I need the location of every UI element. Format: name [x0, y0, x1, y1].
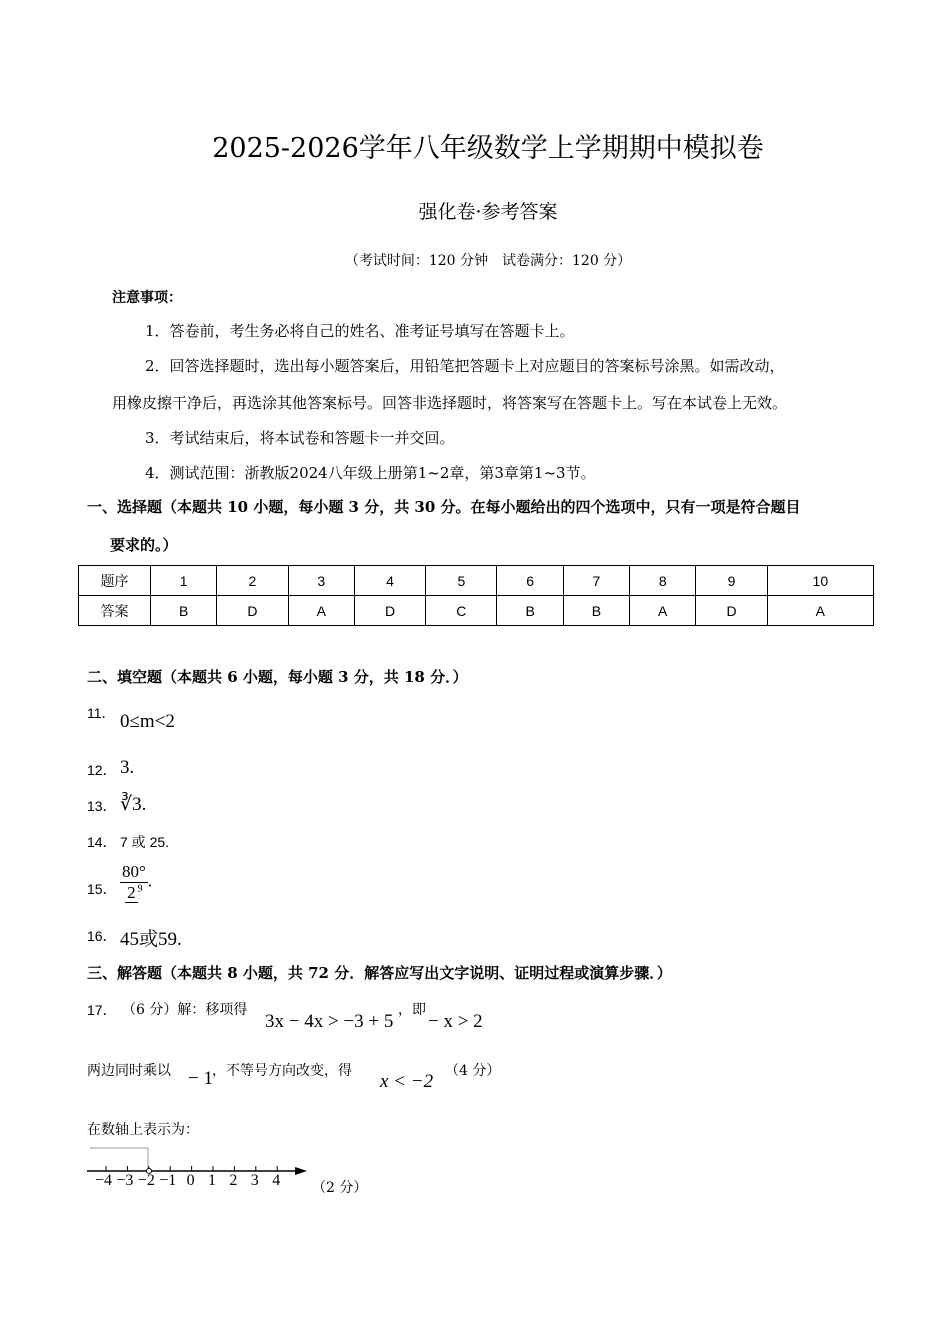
score: （2 分）	[312, 1180, 368, 1196]
note-2-cont: 用橡皮擦干净后，再选涂其他答案标号。回答非选择题时，将答案写在答题卡上。写在本试卷上无效。	[112, 394, 788, 412]
cell: C	[426, 596, 497, 626]
tick-label: 0	[186, 1172, 195, 1189]
answer-table	[78, 565, 874, 626]
arrow-icon	[295, 1167, 307, 1175]
cell: 2	[217, 566, 288, 596]
q-number: 15．	[87, 881, 117, 897]
section2-heading: 二、填空题（本题共 6 小题，每小题 3 分，共 18 分．）	[87, 668, 468, 686]
cell: B	[151, 596, 217, 626]
q17-text: （6 分）解：移项得	[122, 1002, 248, 1018]
note-4: 4．测试范围：浙教版2024八年级上册第1~2章，第3章第1~3节。	[145, 464, 596, 482]
notes-heading: 注意事项：	[112, 290, 182, 306]
q17-text: 在数轴上表示为：	[87, 1122, 199, 1138]
q17-text: ，不等号方向改变，得	[212, 1063, 352, 1079]
denominator	[125, 883, 143, 903]
table-row	[79, 566, 874, 596]
answer: 45或59.	[120, 929, 182, 950]
section1-heading-cont: 要求的。）	[110, 536, 178, 554]
cell: D	[696, 596, 767, 626]
cell: B	[497, 596, 563, 626]
answer: 7 或 25.	[120, 834, 170, 850]
equation: 3x − 4x > −3 + 5	[265, 1011, 394, 1032]
q-number: 11．	[87, 705, 116, 721]
equation: − x > 2	[428, 1011, 483, 1032]
numerator: 80°	[122, 862, 146, 881]
number-line	[85, 1145, 315, 1175]
equation: − 1	[188, 1068, 213, 1089]
document-subtitle: 强化卷·参考答案	[418, 201, 558, 223]
exponent: 9	[137, 883, 143, 895]
section3-heading: 三、解答题（本题共 8 小题，共 72 分．解答应写出文字说明、证明过程或演算步骤．）	[87, 964, 672, 982]
q-number: 14．	[87, 834, 117, 850]
q17-text: 两边同时乘以	[87, 1063, 171, 1079]
cell: 5	[426, 566, 497, 596]
exam-info: （考试时间：120 分钟 试卷满分：120 分）	[344, 253, 632, 269]
cell: 10	[767, 566, 873, 596]
answer: ∛3.	[120, 794, 147, 815]
q-number: 16．	[87, 928, 117, 944]
answer: 0≤m<2	[120, 711, 175, 732]
note-1: 1．答卷前，考生务必将自己的姓名、准考证号填写在答题卡上。	[145, 322, 575, 340]
tick-label: −2	[137, 1172, 155, 1189]
fraction-answer: $\frac{80^\circ}{2 ^9}$ .	[122, 862, 153, 902]
cell: 1	[151, 566, 217, 596]
cell: B	[563, 596, 629, 626]
cell: D	[354, 596, 425, 626]
section1-heading: 一、选择题（本题共 10 小题，每小题 3 分，共 30 分。在每小题给出的四个选项中，只有一项是符合题目	[87, 498, 801, 516]
cell: 6	[497, 566, 563, 596]
tick-label: 3	[250, 1172, 259, 1189]
tick-label: 4	[272, 1172, 281, 1189]
solution-ray	[90, 1148, 148, 1169]
row-label: 题序	[79, 566, 151, 596]
note-3: 3．考试结束后，将本试卷和答题卡一并交回。	[145, 429, 455, 447]
q17-text: ，即	[398, 1002, 426, 1018]
cell: 9	[696, 566, 767, 596]
cell: A	[630, 596, 696, 626]
q-number: 17．	[87, 1002, 117, 1018]
cell: 4	[354, 566, 425, 596]
equation: x < −2	[380, 1071, 434, 1092]
row-label: 答案	[79, 596, 151, 626]
cell: A	[288, 596, 354, 626]
tick-label: 2	[229, 1172, 238, 1189]
note-2: 2．回答选择题时，选出每小题答案后，用铅笔把答题卡上对应题目的答案标号涂黑。如需改动，	[145, 357, 785, 375]
cell: 7	[563, 566, 629, 596]
tick-label: −3	[116, 1172, 134, 1189]
tick-label: −4	[95, 1172, 113, 1189]
tick-label: −1	[159, 1172, 177, 1189]
tick-label: 1	[208, 1172, 216, 1189]
cell: A	[767, 596, 873, 626]
document-title: 2025-2026学年八年级数学上学期期中模拟卷	[212, 133, 764, 164]
table-row	[79, 596, 874, 626]
cell: 3	[288, 566, 354, 596]
score: （4 分）	[445, 1063, 501, 1079]
q-number: 12．	[87, 762, 117, 778]
cell: D	[217, 596, 288, 626]
cell: 8	[630, 566, 696, 596]
answer: 3.	[120, 757, 135, 778]
q-number: 13．	[87, 798, 117, 814]
base: 2	[127, 883, 136, 902]
